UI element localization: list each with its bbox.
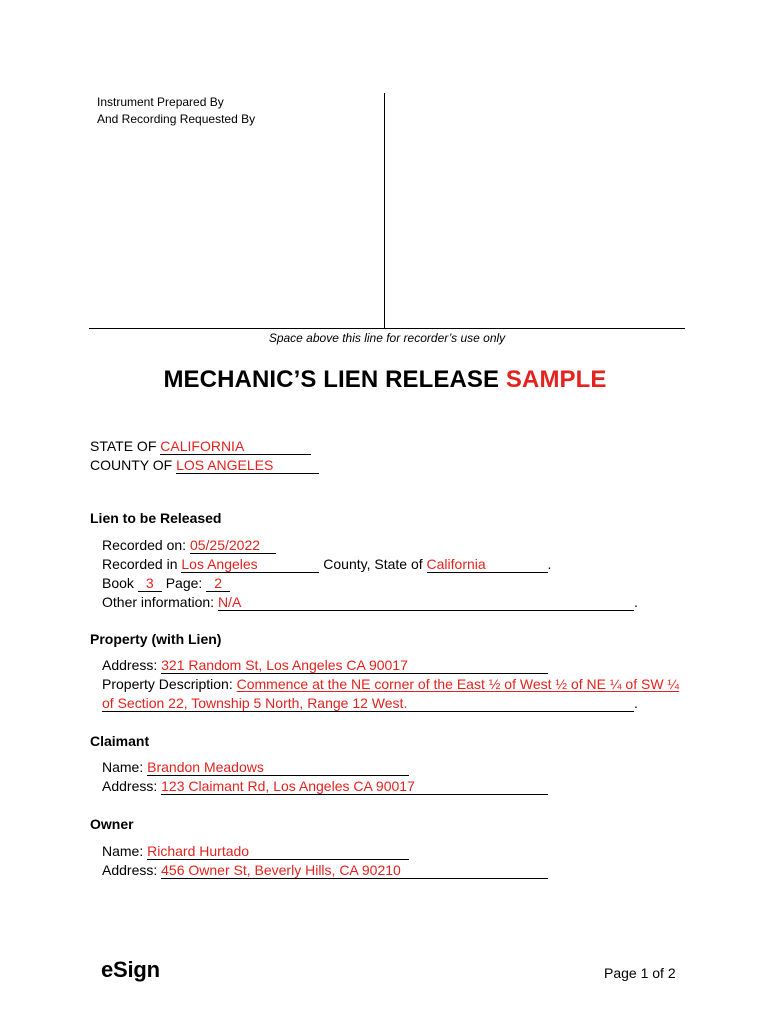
recorded-in-field <box>181 557 319 573</box>
prepared-by-line1: Instrument Prepared By <box>97 95 224 109</box>
lien-state-value: California <box>426 556 486 572</box>
property-description-period: . <box>634 695 638 711</box>
claimant-address-label: Address: <box>102 778 162 794</box>
claimant-name-value: Brandon Meadows <box>147 759 264 775</box>
title-main: MECHANIC’S LIEN RELEASE <box>163 366 500 393</box>
document-title <box>0 366 770 394</box>
property-address-field <box>161 658 548 674</box>
claimant-name-label: Name: <box>102 759 148 775</box>
page-value: 2 <box>214 575 223 591</box>
owner-name-field <box>147 844 409 860</box>
property-description-label: Property Description: <box>102 676 237 692</box>
book-page-line <box>102 574 230 593</box>
page-label: Page: <box>161 575 207 591</box>
recorded-in-label: Recorded in <box>102 556 182 572</box>
recorded-on-line <box>102 536 276 555</box>
recorded-on-value: 05/25/2022 <box>189 537 261 553</box>
claimant-name-line <box>102 758 409 777</box>
book-value: 3 <box>145 575 154 591</box>
claimant-address-field <box>161 779 548 795</box>
county-label: COUNTY OF <box>90 457 177 473</box>
claimant-address-line <box>102 777 548 796</box>
book-field <box>138 576 162 592</box>
owner-address-line <box>102 861 548 880</box>
state-value: CALIFORNIA <box>160 438 245 454</box>
title-sample: SAMPLE <box>505 366 607 393</box>
property-address-value: 321 Random St, Los Angeles CA 90017 <box>161 657 408 673</box>
state-label: STATE OF <box>90 438 161 454</box>
page-field <box>206 576 230 592</box>
lien-heading: Lien to be Released <box>90 510 222 526</box>
other-info-period: . <box>633 594 638 610</box>
owner-name-line <box>102 842 409 861</box>
property-description-line <box>102 675 679 694</box>
recorded-on-label: Recorded on: <box>102 537 190 553</box>
prepared-by-block <box>97 94 255 127</box>
state-field <box>160 439 311 455</box>
claimant-heading: Claimant <box>90 733 150 749</box>
other-info-label: Other information: <box>102 594 218 610</box>
claimant-name-field <box>147 760 409 776</box>
owner-address-field <box>161 863 548 879</box>
recorded-in-period: . <box>547 556 552 572</box>
recorded-on-field <box>190 538 276 554</box>
recorder-line <box>89 328 685 329</box>
county-line <box>90 456 319 475</box>
property-description-line-2 <box>102 694 638 713</box>
recorded-in-line <box>102 555 551 574</box>
page-number: Page 1 of 2 <box>604 965 676 981</box>
book-label: Book <box>102 575 138 591</box>
recorder-note: Space above this line for recorder’s use only <box>268 331 506 345</box>
county-value: LOS ANGELES <box>176 457 274 473</box>
owner-name-value: Richard Hurtado <box>147 843 250 859</box>
state-line <box>90 437 311 456</box>
recorder-box-divider <box>384 93 385 329</box>
claimant-address-value: 123 Claimant Rd, Los Angeles CA 90017 <box>161 778 415 794</box>
property-address-line <box>102 656 548 675</box>
county-state-label: County, State of <box>319 556 427 572</box>
property-description-value-1: Commence at the NE corner of the East ½ of West ½ of NE ¼ of SW ¼ <box>236 676 680 692</box>
other-info-field <box>218 595 634 611</box>
esign-logo: eSign <box>101 957 160 982</box>
owner-address-value: 456 Owner St, Beverly Hills, CA 90210 <box>161 862 401 878</box>
property-description-value-2: of Section 22, Township 5 North, Range 12 West. <box>102 695 408 711</box>
owner-name-label: Name: <box>102 843 148 859</box>
property-heading: Property (with Lien) <box>90 631 222 647</box>
other-info-value: N/A <box>217 594 242 610</box>
county-field <box>176 458 319 474</box>
owner-address-label: Address: <box>102 862 162 878</box>
other-info-line <box>102 593 638 612</box>
owner-heading: Owner <box>90 816 134 832</box>
recorded-in-value: Los Angeles <box>181 556 258 572</box>
property-description-field-2 <box>102 696 634 712</box>
property-address-label: Address: <box>102 657 162 673</box>
lien-state-field <box>427 557 548 573</box>
prepared-by-line2: And Recording Requested By <box>97 111 256 126</box>
